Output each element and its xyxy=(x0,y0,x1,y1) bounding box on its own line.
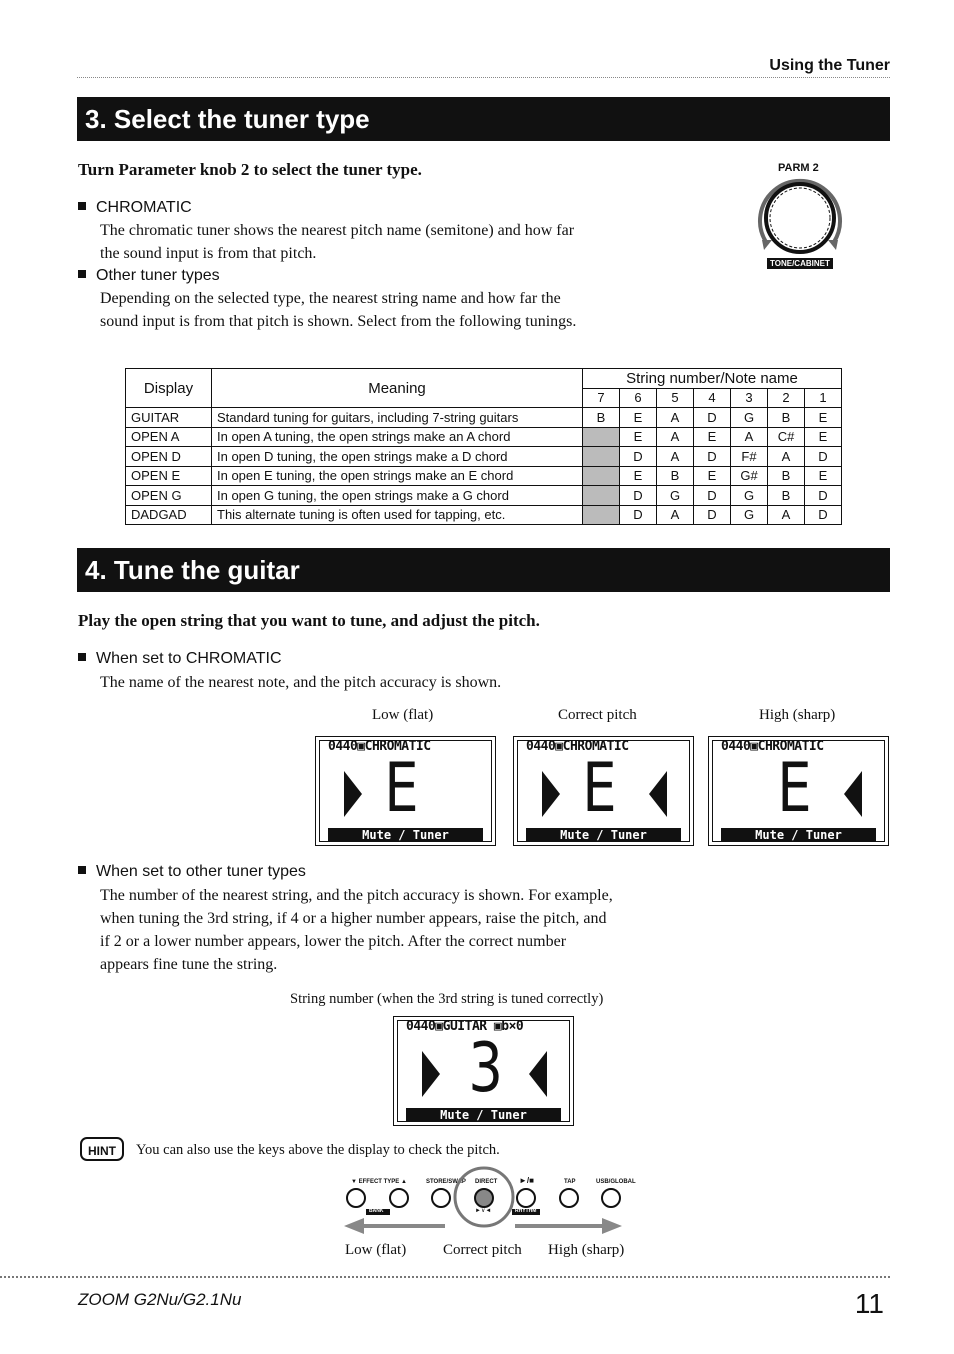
note-cell: B xyxy=(768,486,805,506)
note-cell: D xyxy=(620,447,657,467)
arrow-left-icon xyxy=(529,1051,547,1097)
parameter-knob-2 xyxy=(752,162,848,272)
caption-correct-pitch: Correct pitch xyxy=(558,707,637,723)
note-cell: G xyxy=(731,486,768,506)
table-row xyxy=(126,505,842,525)
bullet-other-types: Other tuner types xyxy=(78,267,220,285)
row-display: OPEN D xyxy=(126,447,212,467)
section-3-lead: Turn Parameter knob 2 to select the tuner type. xyxy=(78,160,422,179)
note-cell: B xyxy=(657,466,694,486)
lcd-footer: Mute / Tuner xyxy=(406,1108,561,1122)
lcd-footer: Mute / Tuner xyxy=(328,828,483,842)
table-row xyxy=(126,408,842,428)
row-meaning: Standard tuning for guitars, including 7-string guitars xyxy=(212,408,583,428)
bullet-other-tuner-types: When set to other tuner types xyxy=(78,863,306,881)
bottom-caption-low: Low (flat) xyxy=(345,1242,407,1258)
note-cell: C# xyxy=(768,427,805,447)
arrow-right-icon xyxy=(344,771,362,817)
table-row xyxy=(126,486,842,506)
note-cell: A xyxy=(768,505,805,525)
key-label-effect-type: ▼ EFFECT TYPE ▲ xyxy=(351,1179,407,1185)
bullet-square-icon xyxy=(78,202,86,210)
note-cell: D xyxy=(805,505,842,525)
note-cell: A xyxy=(657,505,694,525)
footer-model: ZOOM G2Nu/G2.1Nu xyxy=(78,1290,242,1309)
note-cell: G# xyxy=(731,466,768,486)
key-label-direct-sub: ►∨◄ xyxy=(475,1208,492,1214)
note-cell-empty xyxy=(583,447,620,467)
string-number: 3 xyxy=(731,388,768,408)
note-cell: E xyxy=(694,427,731,447)
note-cell: E xyxy=(620,466,657,486)
arrow-right-icon xyxy=(422,1051,440,1097)
lcd-note-name: E xyxy=(582,749,617,828)
caption-string-number: String number (when the 3rd string is tuned correctly) xyxy=(290,991,604,1007)
row-meaning: In open D tuning, the open strings make a D chord xyxy=(212,447,583,467)
note-cell-empty xyxy=(583,427,620,447)
knob-icon xyxy=(752,174,848,270)
lcd-status-line: 0440▣GUITAR ▣b×0 xyxy=(406,1019,524,1034)
lcd-note-name: E xyxy=(777,749,812,828)
lcd-string-number: 3 xyxy=(468,1029,503,1108)
note-cell: B xyxy=(768,408,805,428)
section-4-lead: Play the open string that you want to tune, and adjust the pitch. xyxy=(78,611,540,630)
note-cell: B xyxy=(768,466,805,486)
row-display: GUITAR xyxy=(126,408,212,428)
page-number: 11 xyxy=(854,1288,884,1319)
note-cell: A xyxy=(731,427,768,447)
header-meaning: Meaning xyxy=(212,369,583,408)
note-cell: E xyxy=(620,427,657,447)
row-meaning: In open A tuning, the open strings make an A chord xyxy=(212,427,583,447)
note-cell: A xyxy=(657,408,694,428)
lcd-display-guitar xyxy=(393,1016,574,1126)
running-title: Using the Tuner xyxy=(769,57,890,74)
section-3-title: 3. Select the tuner type xyxy=(77,97,890,141)
lcd-status-line: 0440▣CHROMATIC xyxy=(721,739,824,754)
note-cell-empty xyxy=(583,486,620,506)
arrow-left-icon xyxy=(844,771,862,817)
key-label-tap: TAP xyxy=(564,1179,576,1185)
header-strings: String number/Note name xyxy=(583,369,842,389)
hint-badge: HINT xyxy=(80,1137,124,1161)
note-cell: D xyxy=(694,505,731,525)
key-label-usb-global: USB/GLOBAL xyxy=(596,1179,636,1185)
bottom-caption-high: High (sharp) xyxy=(548,1242,625,1258)
note-cell: G xyxy=(731,505,768,525)
note-cell: D xyxy=(620,486,657,506)
note-cell: E xyxy=(694,466,731,486)
bullet-chromatic-mode: When set to CHROMATIC xyxy=(78,650,282,668)
caption-low-flat: Low (flat) xyxy=(372,707,434,723)
note-cell: A xyxy=(657,447,694,467)
note-cell: D xyxy=(694,486,731,506)
note-cell: E xyxy=(805,466,842,486)
key-label-play-stop: ►/■ xyxy=(519,1176,534,1185)
key-label-rhythm: RHYTHM xyxy=(515,1208,537,1214)
note-cell: A xyxy=(657,427,694,447)
lcd-footer: Mute / Tuner xyxy=(721,828,876,842)
note-cell: D xyxy=(694,408,731,428)
note-cell: B xyxy=(583,408,620,428)
bullet-square-icon xyxy=(78,653,86,661)
row-meaning: In open G tuning, the open strings make a G chord xyxy=(212,486,583,506)
key-label-store-swap: STORE/SWAP xyxy=(426,1179,466,1185)
note-cell: E xyxy=(620,408,657,428)
note-cell: D xyxy=(805,486,842,506)
other-tuner-types-description: The number of the nearest string, and the pitch accuracy is shown. For example, when tuning the 3rd string, if 4 or a higher number appears, raise the pitch, and if 2 or a lower number appears, lower the pitch. After the correct number appears fine tune the string. xyxy=(100,887,613,973)
table-row xyxy=(126,447,842,467)
row-meaning: In open E tuning, the open strings make an E chord xyxy=(212,466,583,486)
string-number: 7 xyxy=(583,388,620,408)
key-label-bank: BANK xyxy=(369,1208,384,1214)
lcd-note-name: E xyxy=(384,749,419,828)
key-panel xyxy=(340,1165,640,1240)
chromatic-mode-description: The name of the nearest note, and the pitch accuracy is shown. xyxy=(100,674,502,691)
bullet-chromatic: CHROMATIC xyxy=(78,199,192,217)
note-cell: E xyxy=(805,408,842,428)
table-row xyxy=(126,466,842,486)
note-cell: D xyxy=(620,505,657,525)
note-cell: G xyxy=(657,486,694,506)
note-cell: A xyxy=(768,447,805,467)
other-types-description: Depending on the selected type, the nearest string name and how far the sound input is from that pitch is shown. Select from the following tunings. xyxy=(100,290,577,330)
section-4-title: 4. Tune the guitar xyxy=(77,548,890,592)
row-display: OPEN E xyxy=(126,466,212,486)
caption-high-sharp: High (sharp) xyxy=(759,707,836,723)
lcd-status-line: 0440▣CHROMATIC xyxy=(526,739,629,754)
note-cell-empty xyxy=(583,505,620,525)
note-cell: D xyxy=(805,447,842,467)
note-cell: D xyxy=(694,447,731,467)
row-display: DADGAD xyxy=(126,505,212,525)
note-cell: E xyxy=(805,427,842,447)
arrow-left-icon xyxy=(649,771,667,817)
chromatic-description: The chromatic tuner shows the nearest pitch name (semitone) and how far the sound input is from that pitch. xyxy=(100,222,575,262)
tuning-table xyxy=(125,368,842,525)
arrow-right-icon xyxy=(542,771,560,817)
key-buttons-graphic xyxy=(340,1165,640,1240)
hint-text: You can also use the keys above the display to check the pitch. xyxy=(136,1142,500,1158)
bottom-caption-correct: Correct pitch xyxy=(443,1242,522,1258)
string-number: 2 xyxy=(768,388,805,408)
footer-rule xyxy=(0,1276,890,1278)
bullet-square-icon xyxy=(78,866,86,874)
note-cell: G xyxy=(731,408,768,428)
lcd-display-flat xyxy=(315,736,496,846)
knob-top-label: PARM 2 xyxy=(778,162,819,174)
lcd-status-line: 0440▣CHROMATIC xyxy=(328,739,431,754)
header-display: Display xyxy=(126,369,212,408)
row-meaning: This alternate tuning is often used for tapping, etc. xyxy=(212,505,583,525)
header-rule xyxy=(77,77,890,78)
knob-bottom-label: TONE/CABINET xyxy=(767,258,833,269)
string-number: 6 xyxy=(620,388,657,408)
string-number: 5 xyxy=(657,388,694,408)
string-number: 1 xyxy=(805,388,842,408)
string-number: 4 xyxy=(694,388,731,408)
lcd-display-correct xyxy=(513,736,694,846)
bullet-square-icon xyxy=(78,270,86,278)
lcd-footer: Mute / Tuner xyxy=(526,828,681,842)
row-display: OPEN A xyxy=(126,427,212,447)
key-label-direct: DIRECT xyxy=(475,1179,498,1185)
table-row xyxy=(126,427,842,447)
row-display: OPEN G xyxy=(126,486,212,506)
lcd-display-sharp xyxy=(708,736,889,846)
note-cell: F# xyxy=(731,447,768,467)
note-cell-empty xyxy=(583,466,620,486)
